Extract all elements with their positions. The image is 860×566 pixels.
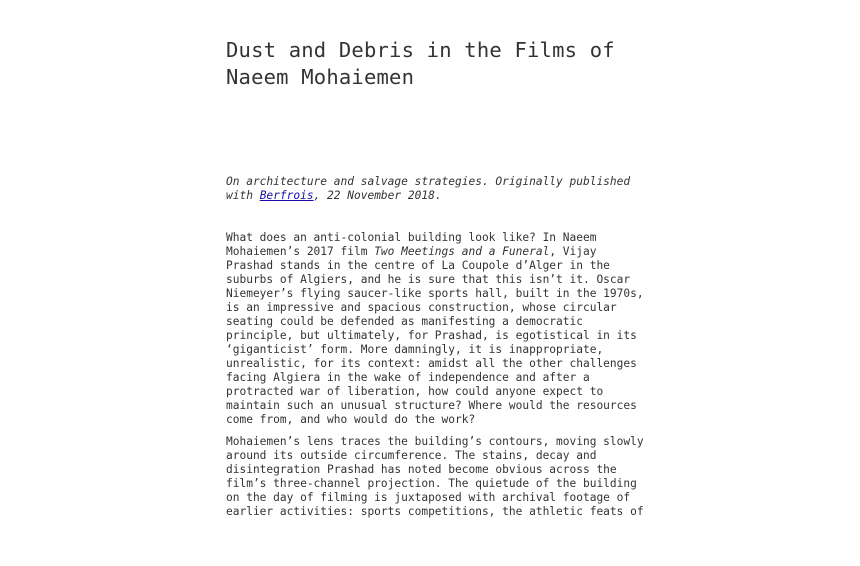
body-line: What does an anti-colonial building look like? In Naeem — [226, 231, 597, 244]
title-line-2: Naeem Mohaiemen — [226, 65, 415, 89]
title-line-1: Dust and Debris in the Films of — [226, 38, 615, 62]
body-line: facing Algiera in the wake of independence and after a — [226, 371, 590, 384]
body-line-text: , Vijay — [549, 245, 597, 258]
article-subtitle — [226, 175, 646, 203]
subtitle-with: with — [226, 189, 260, 202]
body-line: disintegration Prashad has noted become obvious across the — [226, 463, 617, 476]
body-line — [226, 245, 646, 259]
paragraph-2 — [226, 435, 646, 519]
subtitle-date: , 22 November 2018. — [313, 189, 442, 202]
body-line: around its outside circumference. The stains, decay and — [226, 449, 597, 462]
body-line: come from, and who would do the work? — [226, 413, 476, 426]
body-line: ‘giganticist’ form. More damningly, it is inappropriate, — [226, 343, 604, 356]
body-line: on the day of filming is juxtaposed with archival footage of — [226, 491, 631, 504]
body-line-text: Mohaiemen’s 2017 film — [226, 245, 375, 258]
body-line: is an impressive and spacious construction, whose circular — [226, 301, 617, 314]
body-line: principle, but ultimately, for Prashad, is egotistical in its — [226, 329, 637, 342]
body-line: Niemeyer’s flying saucer-like sports hall, built in the 1970s, — [226, 287, 644, 300]
body-line: seating could be defended as manifesting a democratic — [226, 315, 583, 328]
body-line: unrealistic, for its context: amidst all the other challenges — [226, 357, 637, 370]
paragraph-1 — [226, 231, 646, 427]
film-title: Two Meetings and a Funeral — [374, 245, 550, 258]
body-line: suburbs of Algiers, and he is sure that this isn’t it. Oscar — [226, 273, 631, 286]
body-line: earlier activities: sports competitions, the athletic feats of — [226, 505, 644, 518]
article-body — [226, 231, 646, 527]
article-title — [226, 37, 615, 91]
subtitle-line-1: On architecture and salvage strategies. Originally published — [226, 175, 631, 188]
body-line: maintain such an unusual structure? Where would the resources — [226, 399, 637, 412]
berfrois-link[interactable]: Berfrois — [259, 189, 314, 202]
body-line: Prashad stands in the centre of La Coupole d’Alger in the — [226, 259, 610, 272]
body-line: protracted war of liberation, how could anyone expect to — [226, 385, 604, 398]
body-line: Mohaiemen’s lens traces the building’s contours, moving slowly — [226, 435, 644, 448]
body-line: film’s three-channel projection. The quietude of the building — [226, 477, 637, 490]
